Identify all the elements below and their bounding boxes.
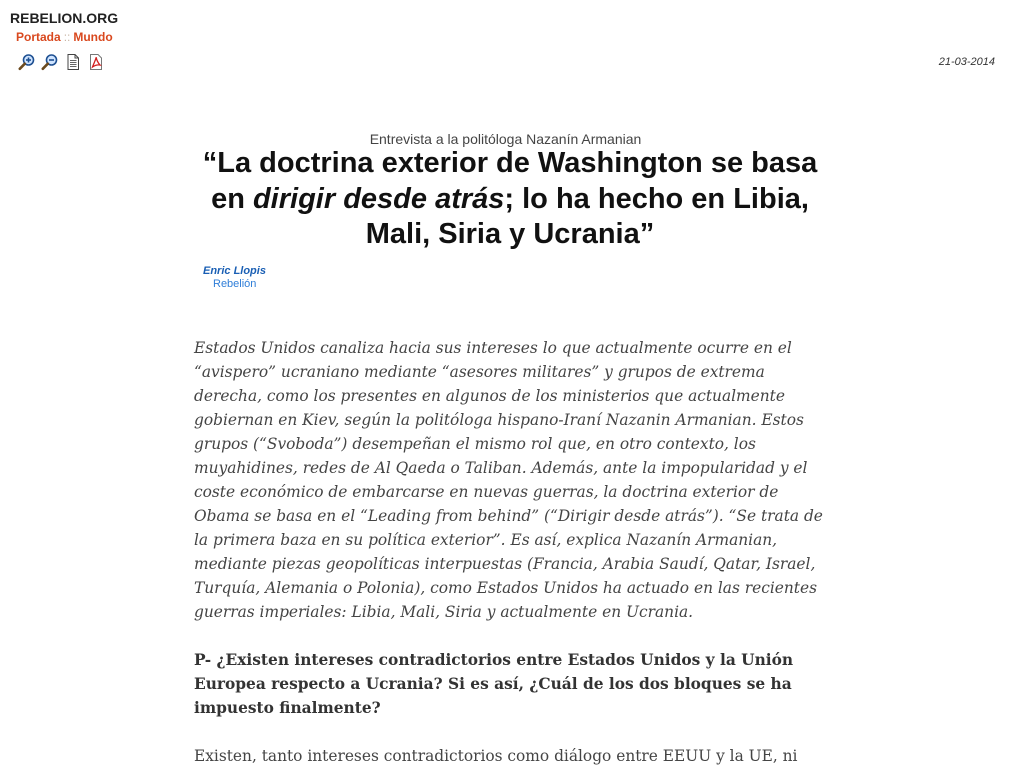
author-link[interactable]: Enric Llopis — [203, 265, 266, 277]
publish-date: 21-03-2014 — [938, 56, 995, 68]
breadcrumb-portada[interactable]: Portada — [16, 30, 61, 44]
zoom-out-icon[interactable] — [40, 52, 59, 71]
interview-question: P- ¿Existen intereses contradictorios entre Estados Unidos y la Unión Europea respecto a Ucrania? Si es así, ¿Cuál de los dos bloques se ha impuesto finalmente? — [194, 651, 794, 717]
article-body — [194, 336, 824, 768]
breadcrumb-separator: :: — [63, 30, 71, 44]
site-name[interactable]: REBELION.ORG — [10, 10, 119, 26]
article-headline — [190, 146, 830, 253]
pdf-icon[interactable] — [86, 52, 105, 71]
headline-part-1: “La doctrina exterior de Washington se basa en — [202, 147, 818, 215]
article-lead: Estados Unidos canaliza hacia sus intereses lo que actualmente ocurre en el “avispero” ucraniano mediante “asesores militares” y grupos de extrema derecha, como los presentes en algunos de los ministerios que actualmente gobiernan en Kiev, según la politóloga hispano-Iraní Nazanin Armanian. Estos grupos (“Svoboda”) desempeñan el mismo rol que, en otro contexto, los muyahidines, redes de Al Qaeda o Taliban. Además, ante la impopularidad y el coste económico de embarcarse en nuevas guerras, la doctrina exterior de Obama se basa en el “Leading from behind” (“Dirigir desde atrás”). “Se trata de la primera baza en su política exterior”. Es así, explica Nazanín Armanian, mediante piezas geopolíticas interpuestas (Francia, Arabia Saudí, Qatar, Israel, Turquía, Alemania o Polonia), como Estados Unidos ha actuado en las recientes guerras imperiales: Libia, Mali, Siria y actualmente en Ucrania. — [194, 339, 823, 621]
headline-part-2: ; lo ha hecho en Libia, Mali, Siria y Ucrania” — [365, 182, 809, 250]
interview-answer: Existen, tanto intereses contradictorios como diálogo entre EEUU y la UE, ni — [194, 747, 798, 765]
byline — [203, 265, 266, 290]
headline-italic: dirigir desde atrás — [252, 182, 505, 215]
zoom-in-icon[interactable] — [17, 52, 36, 71]
source-link[interactable]: Rebelión — [213, 278, 257, 290]
print-document-icon[interactable] — [63, 52, 82, 71]
breadcrumb-mundo[interactable]: Mundo — [73, 30, 113, 44]
article-toolbar — [17, 52, 105, 71]
article-kicker: Entrevista a la politóloga Nazanín Armanian — [369, 131, 642, 147]
breadcrumb — [16, 30, 113, 44]
